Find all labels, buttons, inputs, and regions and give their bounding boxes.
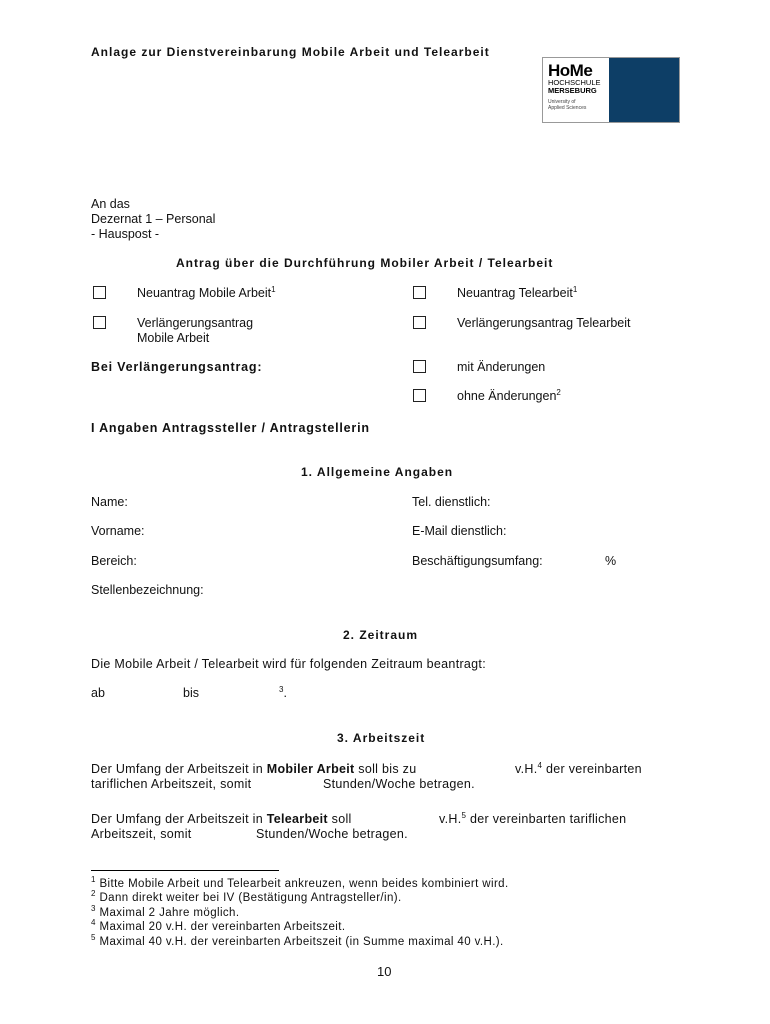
footnote-1: $^1$ Bitte Mobile Arbeit und Telearbeit ankreuzen, wenn beides kombiniert wird. — [91, 875, 509, 890]
label-name: Name: — [91, 495, 128, 509]
section3-p1-line1: Der Umfang der Arbeitszeit in Mobiler Arbeit soll bis zu — [91, 762, 417, 776]
footnote-4: $^4$ Maximal 20 v.H. der vereinbarten Arbeitszeit. — [91, 918, 346, 933]
section-I-heading: I Angaben Antragssteller / Antragstellerin — [91, 421, 370, 435]
section3-title: 3. Arbeitszeit — [337, 731, 426, 745]
label-ab: ab — [91, 686, 105, 700]
address-line1: An das — [91, 197, 130, 211]
label-verlaengerung-mobile-2: Mobile Arbeit — [137, 331, 210, 345]
label-tel: Tel. dienstlich: — [412, 495, 491, 509]
footnote-5: $^5$ Maximal 40 v.H. der vereinbarten Arbeitszeit (in Summe maximal 40 v.H.). — [91, 933, 504, 948]
checkbox-ohne-aenderungen[interactable] — [413, 389, 426, 402]
section1-title: 1. Allgemeine Angaben — [301, 465, 454, 479]
checkbox-neuantrag-tele[interactable] — [413, 286, 426, 299]
logo-line3: University of — [548, 99, 576, 105]
label-neuantrag-tele: Neuantrag Telearbeit$^1$ — [457, 284, 578, 300]
label-verlaengerung-mobile-1: Verlängerungsantrag — [137, 316, 254, 330]
page-header: Anlage zur Dienstvereinbarung Mobile Arbeit und Telearbeit — [91, 45, 490, 59]
section3-p2-line1-end: v.H.$^5$ der vereinbarten tariflichen — [439, 810, 627, 826]
label-bei-verlaengerung: Bei Verlängerungsantrag: — [91, 360, 263, 374]
label-email: E-Mail dienstlich: — [412, 524, 507, 538]
label-bereich: Bereich: — [91, 554, 137, 568]
label-vorname: Vorname: — [91, 524, 145, 538]
label-mit-aenderungen: mit Änderungen — [457, 360, 546, 374]
section3-p2-line1: Der Umfang der Arbeitszeit in Telearbeit soll — [91, 812, 352, 826]
logo-color-block — [609, 58, 679, 122]
label-verlaengerung-tele: Verlängerungsantrag Telearbeit — [457, 316, 631, 330]
logo-line2: MERSEBURG — [548, 86, 597, 95]
section3-p1-line2a: tariflichen Arbeitszeit, somit — [91, 777, 252, 791]
section3-p2-line2b: Stunden/Woche betragen. — [256, 827, 408, 841]
section3-p1-line1-end: v.H.$^4$ der vereinbarten — [515, 760, 642, 776]
footnote-ref-3: $^3$. — [279, 684, 287, 700]
section3-p2-line2a: Arbeitszeit, somit — [91, 827, 192, 841]
section2-title: 2. Zeitraum — [343, 628, 419, 642]
address-line3: - Hauspost - — [91, 227, 160, 241]
footnote-3: $^3$ Maximal 2 Jahre möglich. — [91, 904, 240, 919]
logo-home-text: HoMe — [548, 61, 593, 80]
page-number: 10 — [377, 964, 392, 979]
checkbox-mit-aenderungen[interactable] — [413, 360, 426, 373]
label-neuantrag-mobile: Neuantrag Mobile Arbeit$^1$ — [137, 284, 276, 300]
university-logo — [542, 57, 680, 123]
label-bis: bis — [183, 686, 199, 700]
checkbox-verlaengerung-mobile[interactable] — [93, 316, 106, 329]
label-stelle: Stellenbezeichnung: — [91, 583, 204, 597]
address-line2: Dezernat 1 – Personal — [91, 212, 216, 226]
footnote-divider — [91, 870, 279, 871]
label-umfang: Beschäftigungsumfang: — [412, 554, 543, 568]
section2-text: Die Mobile Arbeit / Telearbeit wird für folgenden Zeitraum beantragt: — [91, 657, 486, 671]
section3-p1-line2b: Stunden/Woche betragen. — [323, 777, 475, 791]
checkbox-verlaengerung-tele[interactable] — [413, 316, 426, 329]
form-title: Antrag über die Durchführung Mobiler Arbeit / Telearbeit — [176, 256, 554, 270]
label-ohne-aenderungen: ohne Änderungen$^2$ — [457, 387, 561, 403]
logo-line1: HOCHSCHULE — [548, 78, 601, 87]
footnote-2: $^2$ Dann direkt weiter bei IV (Bestätigung Antragsteller/in). — [91, 889, 402, 904]
checkbox-neuantrag-mobile[interactable] — [93, 286, 106, 299]
label-percent: % — [605, 554, 617, 568]
logo-line4: Applied Sciences — [548, 105, 587, 111]
